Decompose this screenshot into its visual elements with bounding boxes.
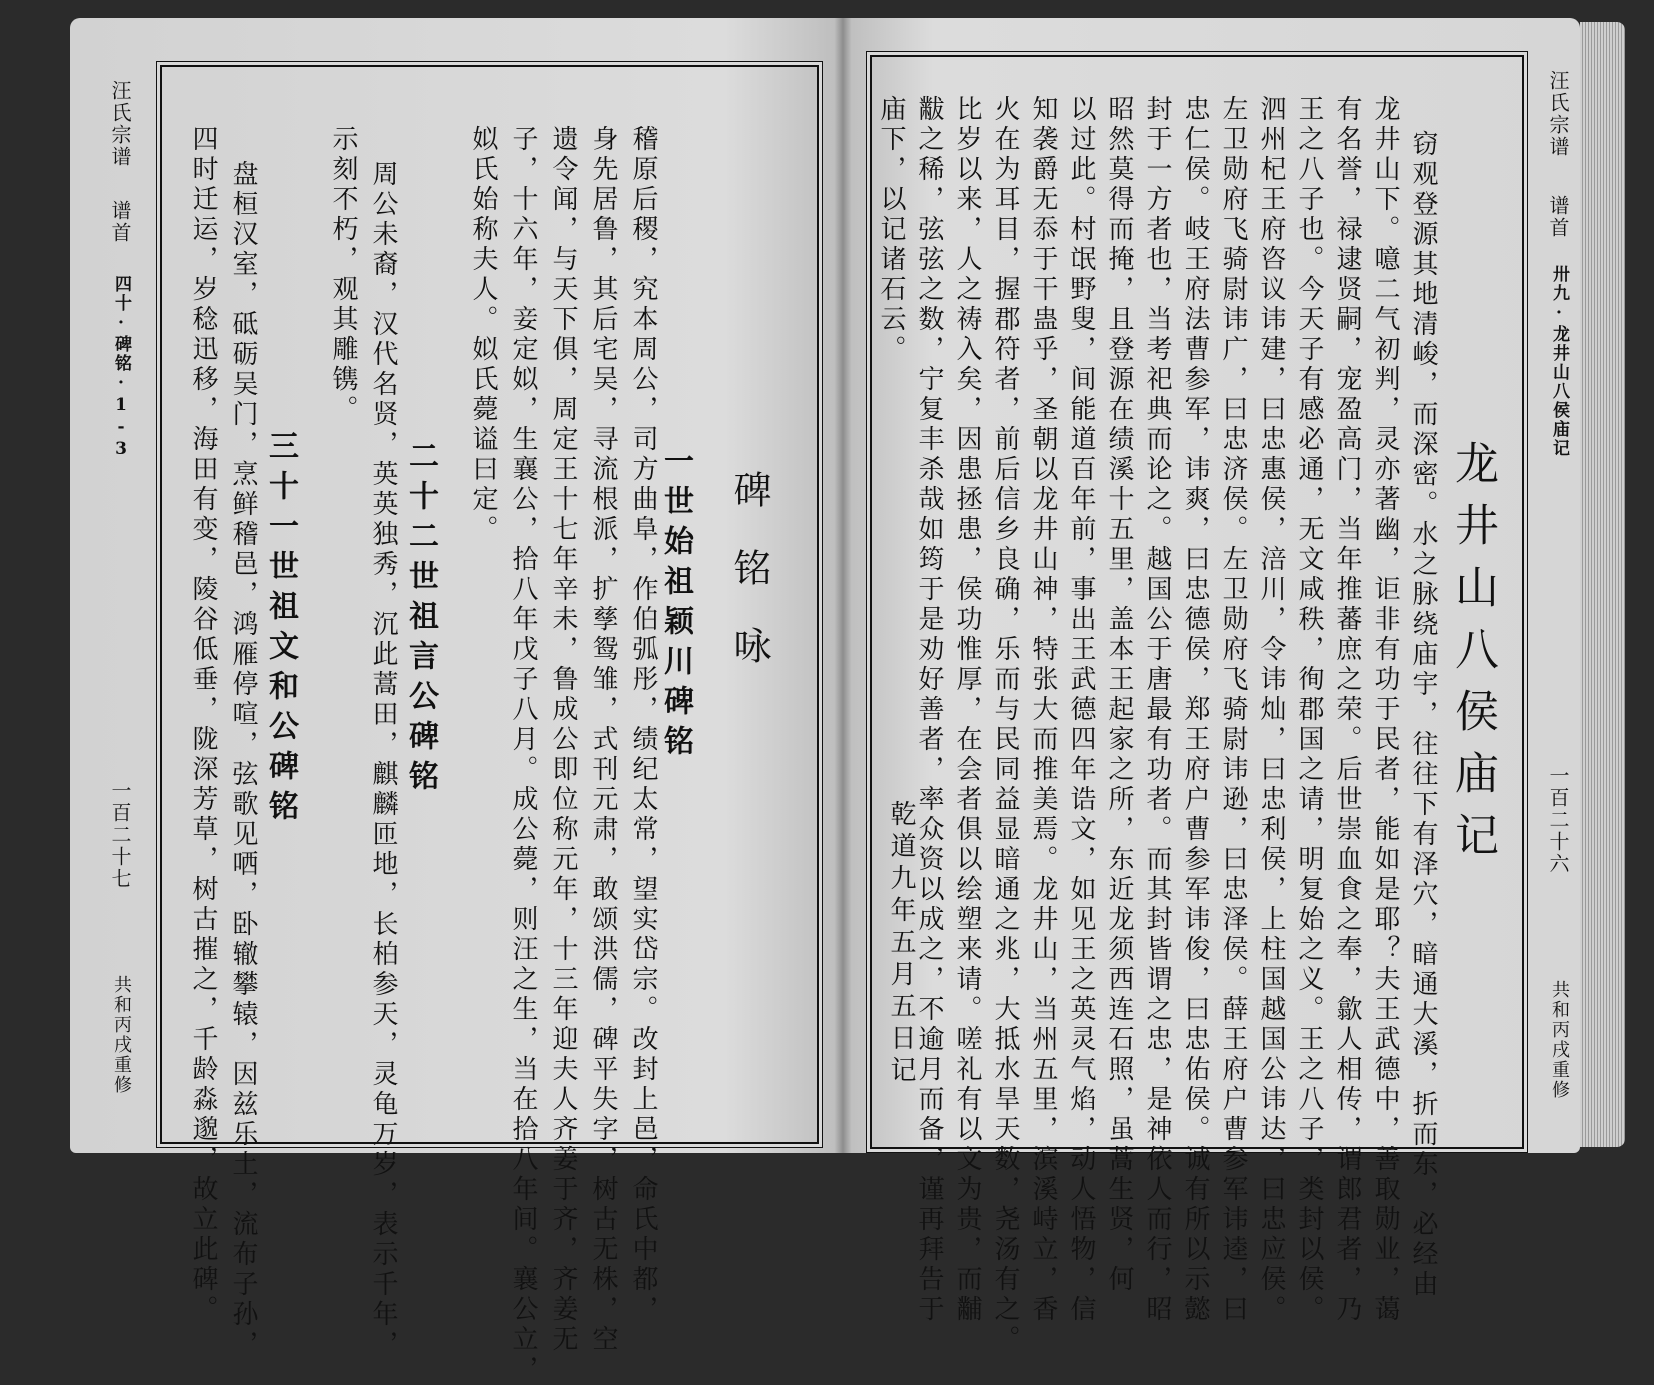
right-page-number: 一百二十六 — [1546, 765, 1570, 875]
section-2-line-2: 示刻不朽，观其雕镌。 — [328, 125, 358, 425]
section-2-title: 二十二世祖言公碑铭 — [403, 440, 438, 800]
body-line-13: 比岁以来，人之祷入矣，因患拯患，侯功惟厚，在会者俱以绘塑来请。嗟礼有以文为贵，而黼 — [952, 95, 982, 1325]
body-line-5: 泗州杞王府咨议讳建，曰忠惠侯，涪川，令讳灿，曰忠利侯，上柱国越国公讳达，曰忠应侯。 — [1256, 95, 1286, 1325]
body-line-8: 封于一方者也，当考祀典而论之。越国公于唐最有功者。而其封皆谓之忠，是神依人而行，昭 — [1142, 95, 1172, 1325]
left-page-heading: 碑铭咏 — [727, 470, 771, 704]
left-page-number: 一百二十七 — [108, 780, 132, 890]
section-1-line-2: 身先居鲁，其后宅吴，寻流根派，扩孳鸳雏，式刊元肃，敢颂洪儒，碑平失字，树古无株，空 — [588, 125, 618, 1355]
section-1-title: 一世始祖颖川碑铭 — [658, 445, 693, 765]
section-1-line-5: 姒氏始称夫人。姒氏薨谥曰定。 — [468, 125, 498, 545]
left-edition-label: 共和丙戌重修 — [111, 975, 132, 1095]
body-line-11: 知袭爵无忝于干蛊乎，圣朝以龙井山神，特张大而推美焉。龙井山，当州五里，滨溪峙立，香 — [1028, 95, 1058, 1325]
right-page-title: 龙井山八侯庙记 — [1447, 440, 1498, 874]
body-line-12: 火在为耳目，握郡符者，前后信乡良确，乐而与民同益显暗通之兆，大抵水旱天数，尧汤有之。 — [990, 95, 1020, 1355]
section-1-line-3: 遗令闻，与天下俱，周定王十七年辛未，鲁成公即位称元年，十三年迎夫人齐姜于齐，齐姜无 — [548, 125, 578, 1355]
page-edges — [1580, 22, 1625, 1147]
left-book-title: 汪氏宗谱 — [108, 80, 132, 168]
body-line-2: 龙井山下。噫二气初判，灵亦著幽，讵非有功于民者，能如是耶？夫王武德中，善取勋业，蔼 — [1370, 95, 1400, 1325]
left-section-label: 谱首 — [108, 200, 132, 244]
body-line-7: 忠仁侯。岐王府法曹参军，讳爽，曰忠德侯，郑王府户曹参军讳俊，曰忠佑侯。诚有所以示懿 — [1180, 95, 1210, 1325]
right-edition-label: 共和丙戌重修 — [1549, 980, 1570, 1100]
body-line-15: 庙下，以记诸石云。 — [876, 95, 906, 365]
body-line-3: 有名誉，禄逮贤嗣，宠盈高门，当年推蕃庶之荣。后世崇血食之奉，歙人相传，谓郎君者，乃 — [1332, 95, 1362, 1325]
section-1-line-4: 子，十六年，妾定姒，生襄公，拾八年戊子八月。成公薨，则汪之生，当在拾八年间。襄公立， — [508, 125, 538, 1385]
section-1-line-1: 稽原后稷，究本周公，司方曲阜，作伯弧彤，绩纪太常，望实岱宗。改封上邑，命氏中都， — [628, 125, 658, 1325]
date-line: 乾道九年五月五日记 — [886, 800, 916, 1088]
body-line-14: 黻之稀，弦弦之数，宁复丰杀哉如筠于是劝好善者，率众资以成之，不逾月而备，谨再拜告于 — [914, 95, 944, 1325]
right-section-label: 谱首 — [1546, 195, 1570, 239]
section-3-title: 三十一世祖文和公碑铭 — [263, 430, 298, 830]
body-line-6: 左卫勋府飞骑尉讳广，曰忠济侯。左卫勋府飞骑尉讳逊，曰忠泽侯。薛王府户曹参军讳逵，曰 — [1218, 95, 1248, 1325]
right-book-title: 汪氏宗谱 — [1546, 70, 1570, 158]
section-2-line-1: 周公未裔，汉代名贤，英英独秀，沉此蒿田，麒麟匝地，长柏参天，灵龟万岁，表示千年， — [368, 160, 398, 1360]
body-line-10: 以过此。村氓野叟，间能道百年前，事出王武德四年诰文，如见王之英灵气焰，动人悟物，信 — [1066, 95, 1096, 1325]
book-gutter — [835, 18, 851, 1153]
body-line-4: 王之八子也。今天子有感必通，无文咸秩，徇郡国之请，明复始之义。王之八子，类封以侯。 — [1294, 95, 1324, 1325]
section-3-line-2: 四时迁运，岁稔迅移，海田有变，陵谷低垂，陇深芳草，树古摧之，千龄淼邈，故立此碑。 — [188, 125, 218, 1325]
body-line-9: 昭然莫得而掩，且登源在绩溪十五里，盖本王起家之所，东近龙须西连石照，虽蒿生贤，何 — [1104, 95, 1134, 1295]
right-entry-label: 卅九·龙井山八侯庙记 — [1549, 265, 1569, 458]
body-line-1: 窃观登源其地清峻，而深密。水之脉绕庙宇，往往下有泽穴，暗通大溪，折而东，必经由 — [1408, 130, 1438, 1300]
left-entry-label: 四十·碑铭·1-3 — [111, 275, 131, 461]
section-3-line-1: 盘桓汉室，砥砺吴门，烹鲜稽邑，鸿雁停喧，弦歌见哂，卧辙攀辕，因兹乐土，流布子孙， — [228, 160, 258, 1360]
